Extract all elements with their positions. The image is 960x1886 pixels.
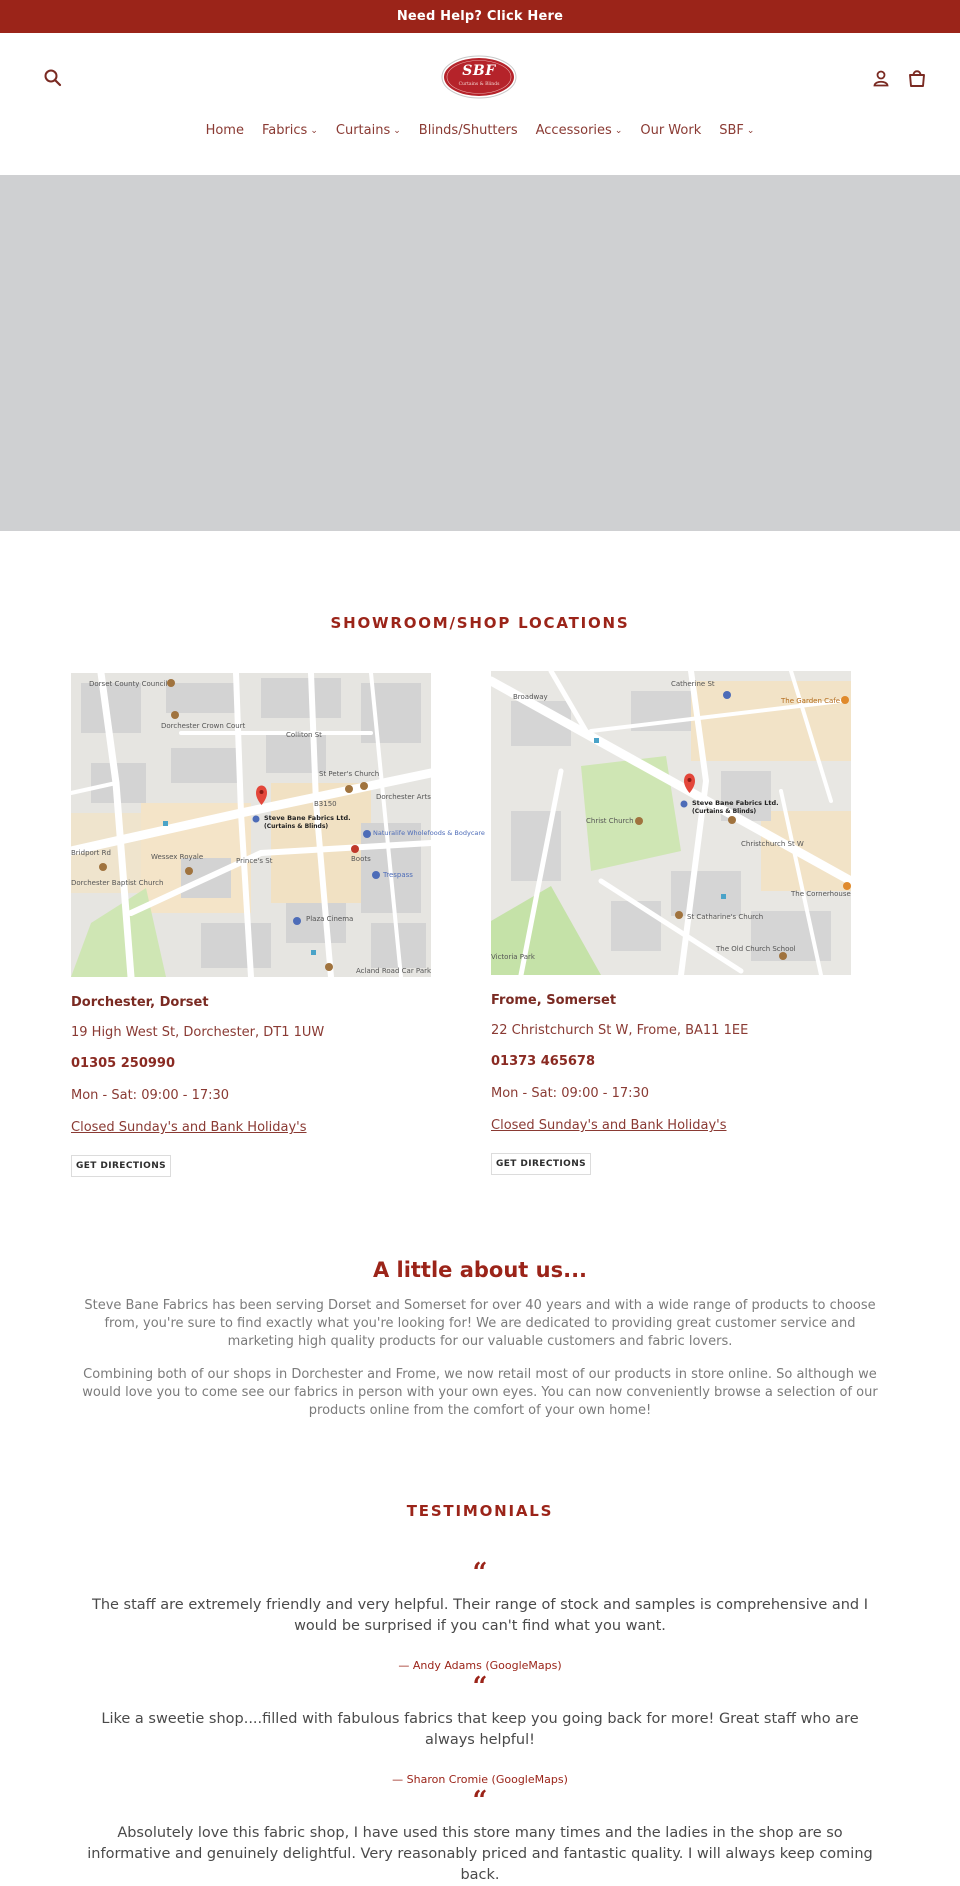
- svg-text:Bridport Rd: Bridport Rd: [71, 849, 111, 857]
- about-title: A little about us...: [372, 1258, 588, 1282]
- testimonial-text: Absolutely love this fabric shop, I have used this store many times and the ladies in the shop are so informative and genuinely delightful. Very reasonably priced and fantastic quality. I will always keep coming back.: [87, 1825, 873, 1883]
- location-closed-link[interactable]: Closed Sunday's and Bank Holiday's: [491, 1118, 727, 1133]
- svg-text:Colliton St: Colliton St: [286, 731, 322, 739]
- svg-text:Acland Road Car Park: Acland Road Car Park: [356, 967, 432, 975]
- chevron-down-icon: ⌄: [746, 126, 755, 136]
- quote-icon: “: [472, 1672, 488, 1702]
- announcement-bar[interactable]: Need Help? Click Here: [0, 0, 960, 33]
- svg-text:The Cornerhouse: The Cornerhouse: [791, 890, 851, 898]
- nav-accessories[interactable]: [536, 119, 623, 143]
- nav-label: Home: [205, 123, 244, 138]
- nav-fabrics[interactable]: [262, 119, 318, 143]
- testimonial-text: Like a sweetie shop....filled with fabulous fabrics that keep you going back for more! Great staff who are always helpful!: [101, 1711, 859, 1748]
- svg-text:(Curtains & Blinds): (Curtains & Blinds): [692, 808, 757, 815]
- svg-text:Naturalife Wholefoods & Bodyca: Naturalife Wholefoods & Bodycare: [373, 829, 485, 837]
- hero-banner: [0, 175, 960, 531]
- map-dorchester[interactable]: [71, 673, 485, 977]
- quote-icon: “: [472, 1558, 488, 1588]
- testimonial-text: The staff are extremely friendly and very helpful. Their range of stock and samples is comprehensive and I would be surprised if you can't find what you want.: [91, 1597, 869, 1634]
- locations-title: SHOWROOM/SHOP LOCATIONS: [330, 614, 630, 632]
- get-directions-button[interactable]: GET DIRECTIONS: [71, 1155, 171, 1177]
- location-name: Dorchester, Dorset: [71, 995, 209, 1010]
- svg-text:Christchurch St W: Christchurch St W: [741, 840, 804, 848]
- svg-text:The Old Church School: The Old Church School: [716, 945, 796, 953]
- testimonials-title: TESTIMONIALS: [406, 1502, 554, 1520]
- location-address: 22 Christchurch St W, Frome, BA11 1EE: [491, 1023, 749, 1038]
- svg-text:Victoria Park: Victoria Park: [491, 953, 535, 961]
- location-card-dorchester: [71, 673, 485, 1193]
- svg-text:St Peter's Church: St Peter's Church: [319, 770, 380, 778]
- get-directions-button[interactable]: GET DIRECTIONS: [491, 1153, 591, 1175]
- location-address: 19 High West St, Dorchester, DT1 1UW: [71, 1025, 325, 1040]
- nav-curtains[interactable]: [336, 119, 401, 143]
- map-image: [491, 671, 851, 975]
- search-button[interactable]: [42, 67, 64, 89]
- location-closed-link[interactable]: Closed Sunday's and Bank Holiday's: [71, 1120, 307, 1135]
- svg-text:Trespass: Trespass: [383, 871, 413, 879]
- logo-subtext: Curtains & Blinds: [458, 82, 500, 87]
- svg-text:Wessex Royale: Wessex Royale: [151, 853, 204, 861]
- svg-text:Boots: Boots: [351, 855, 371, 863]
- main-nav: [0, 119, 960, 143]
- logo-text: SBF: [462, 63, 496, 79]
- svg-text:St Catharine's Church: St Catharine's Church: [687, 913, 764, 921]
- chevron-down-icon: ⌄: [310, 126, 318, 136]
- location-name: Frome, Somerset: [491, 993, 617, 1008]
- svg-text:Broadway: Broadway: [513, 693, 548, 701]
- testimonial-author: — Sharon Cromie (GoogleMaps): [392, 1773, 568, 1786]
- search-icon: [42, 67, 64, 89]
- chevron-down-icon: ⌄: [393, 126, 401, 136]
- svg-text:(Curtains & Blinds): (Curtains & Blinds): [264, 823, 329, 830]
- svg-text:Dorchester Baptist Church: Dorchester Baptist Church: [71, 879, 164, 887]
- svg-text:B3150: B3150: [314, 800, 337, 808]
- cart-icon: [906, 67, 928, 89]
- nav-label: Blinds/Shutters: [418, 123, 518, 138]
- nav-label: Accessories: [535, 123, 612, 138]
- svg-text:Prince's St: Prince's St: [236, 857, 273, 865]
- svg-text:Plaza Cinema: Plaza Cinema: [306, 915, 354, 923]
- map-frome[interactable]: [491, 671, 851, 975]
- location-phone[interactable]: 01373 465678: [491, 1054, 596, 1069]
- map-image: [71, 673, 485, 977]
- about-paragraph-2: Combining both of our shops in Dorchester and Frome, we now retail most of our products in store online. So although we would love you to come see our fabrics in person with your own eyes. You can now conveniently browse a selection of our products online from the comfort of your own home!: [82, 1367, 878, 1418]
- quote-icon: “: [472, 1786, 488, 1816]
- nav-label: Curtains: [335, 123, 391, 138]
- nav-home[interactable]: [206, 119, 244, 143]
- account-icon: [871, 68, 891, 88]
- site-header: [0, 33, 960, 175]
- svg-text:Steve Bane Fabrics Ltd.: Steve Bane Fabrics Ltd.: [692, 799, 779, 807]
- nav-label: Our Work: [640, 123, 702, 138]
- svg-text:Christ Church: Christ Church: [586, 817, 634, 825]
- testimonial-author: — Andy Adams (GoogleMaps): [398, 1659, 562, 1672]
- location-phone[interactable]: 01305 250990: [71, 1056, 176, 1071]
- about-paragraph-1: Steve Bane Fabrics has been serving Dorset and Somerset for over 40 years and with a wide range of products to choose from, you're sure to find exactly what you're looking for! We are dedicated to providing great customer service and marketing high quality products for our valuable customers and fabric lovers.: [84, 1298, 876, 1349]
- svg-text:Dorchester Crown Court: Dorchester Crown Court: [161, 722, 246, 730]
- nav-our-work[interactable]: [640, 119, 701, 143]
- nav-label: SBF: [719, 123, 744, 138]
- svg-text:The Garden Cafe: The Garden Cafe: [781, 697, 841, 705]
- nav-sbf[interactable]: [719, 119, 754, 143]
- svg-text:Dorset County Council: Dorset County Council: [89, 680, 168, 688]
- location-card-frome: [491, 671, 851, 1191]
- svg-text:Steve Bane Fabrics Ltd.: Steve Bane Fabrics Ltd.: [264, 814, 351, 822]
- location-hours: Mon - Sat: 09:00 - 17:30: [491, 1086, 650, 1101]
- cart-button[interactable]: [906, 67, 928, 89]
- site-logo[interactable]: [441, 55, 517, 99]
- account-button[interactable]: [871, 68, 891, 88]
- svg-text:Dorchester Arts: Dorchester Arts: [376, 793, 431, 801]
- location-hours: Mon - Sat: 09:00 - 17:30: [71, 1088, 230, 1103]
- nav-label: Fabrics: [261, 123, 308, 138]
- nav-blinds-shutters[interactable]: [419, 119, 518, 143]
- svg-text:Catherine St: Catherine St: [671, 680, 715, 688]
- chevron-down-icon: ⌄: [614, 126, 623, 136]
